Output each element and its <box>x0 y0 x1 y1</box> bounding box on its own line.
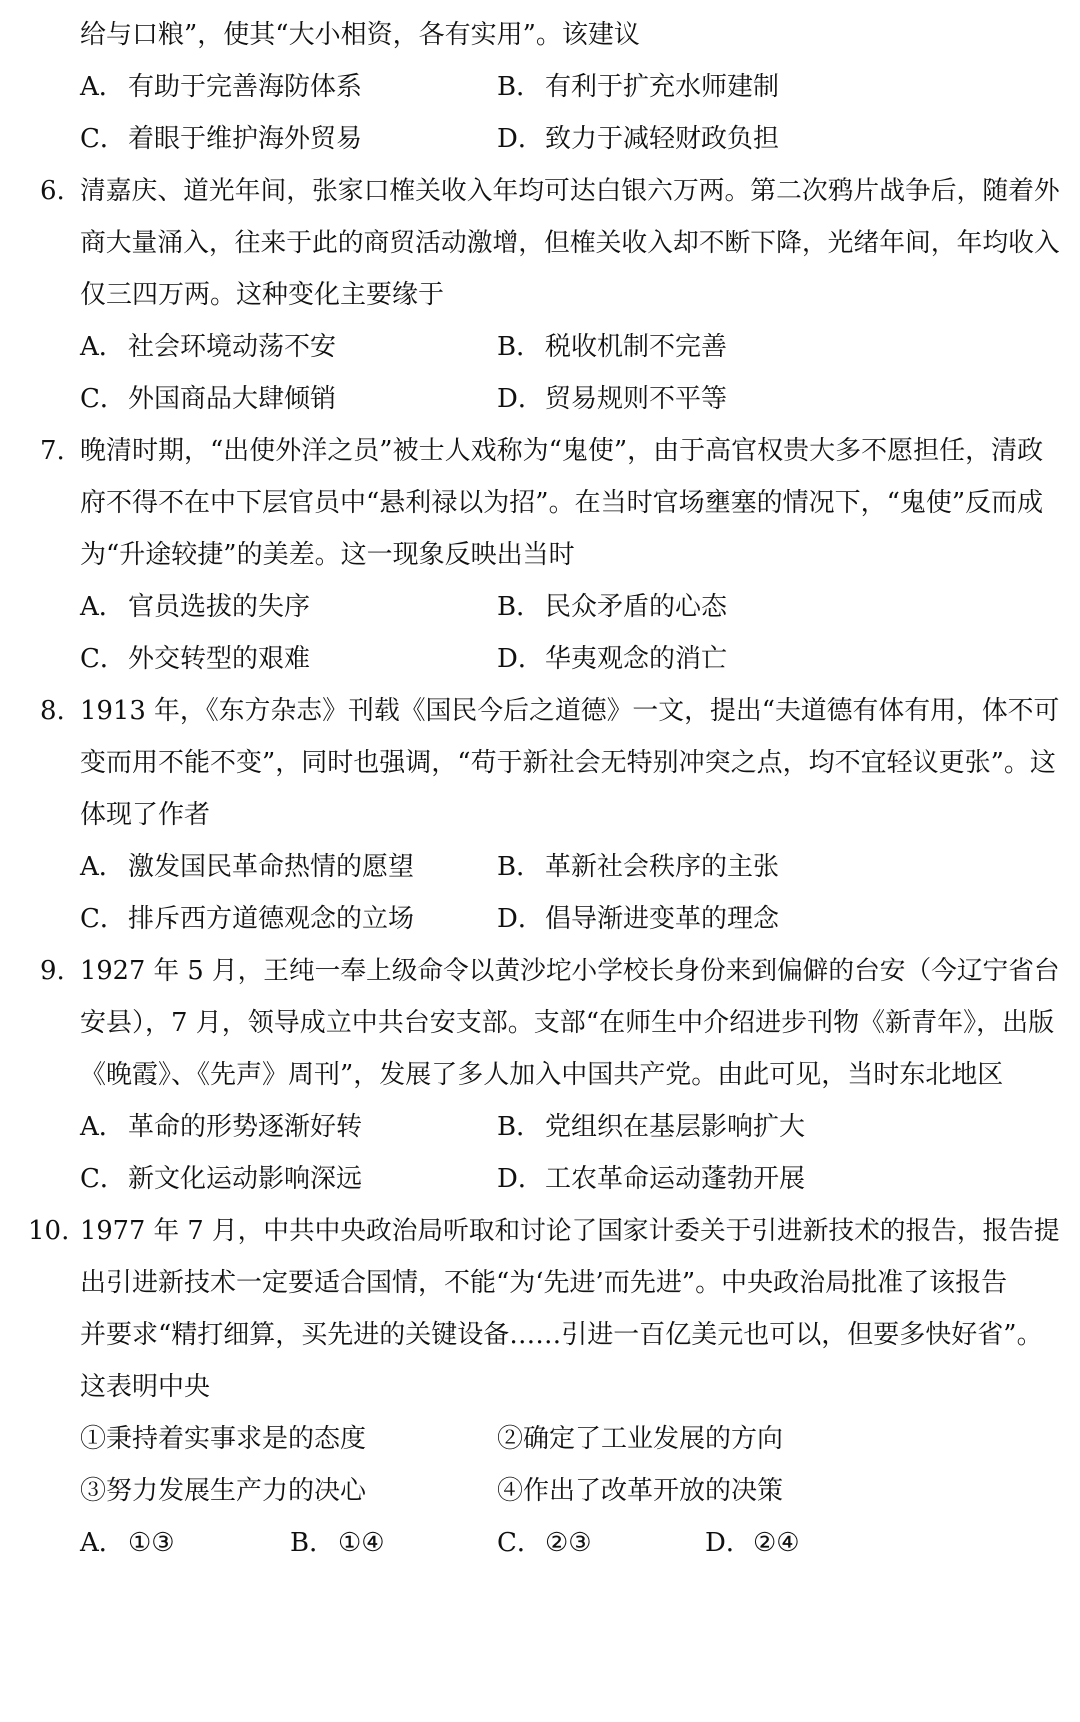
option-letter: B． <box>290 1528 336 1558</box>
option-letter: B． <box>497 1112 543 1142</box>
q9-option-b <box>497 1114 805 1140</box>
option-text: 外交转型的艰难 <box>128 644 311 674</box>
option-letter: A． <box>80 592 125 622</box>
q6-option-d <box>497 386 727 412</box>
q9-option-c <box>80 1166 362 1192</box>
q9-number: 9. <box>40 956 65 986</box>
option-letter: A． <box>80 332 125 362</box>
option-letter: B． <box>497 852 543 882</box>
q6-stem-line: 清嘉庆、道光年间，张家口榷关收入年均可达白银六万两。第二次鸦片战争后，随着外 <box>80 176 1060 206</box>
option-letter: C． <box>497 1528 543 1558</box>
q7-option-a <box>80 594 310 620</box>
q8-number: 8. <box>40 696 65 726</box>
q5-option-a <box>80 74 362 100</box>
q9-option-a <box>80 1114 362 1140</box>
q10-statement-4: ④作出了改革开放的决策 <box>497 1476 784 1506</box>
q7-option-d <box>497 646 727 672</box>
option-text: 倡导渐进变革的理念 <box>545 904 780 934</box>
q7-stem-line: 为“升途较捷”的美差。这一现象反映出当时 <box>80 540 575 570</box>
q8-option-c <box>80 906 414 932</box>
option-letter: A． <box>80 852 125 882</box>
option-text: 税收机制不完善 <box>545 332 728 362</box>
option-letter: C． <box>80 384 126 414</box>
q7-number: 7. <box>40 436 65 466</box>
q8-stem-line: 1913 年，《东方杂志》刊载《国民今后之道德》一文，提出“夫道德有体有用，体不可 <box>80 696 1060 726</box>
option-text: 党组织在基层影响扩大 <box>545 1112 806 1142</box>
q9-stem-line: 1927 年 5 月，王纯一奉上级命令以黄沙坨小学校长身份来到偏僻的台安（今辽宁省台 <box>80 956 1060 986</box>
option-text: ①③ <box>128 1528 175 1558</box>
option-letter: B． <box>497 332 543 362</box>
option-letter: D． <box>497 384 544 414</box>
q6-stem-line: 商大量涌入，往来于此的商贸活动激增，但榷关收入却不断下降，光绪年间，年均收入 <box>80 228 1060 258</box>
q8-stem-line: 体现了作者 <box>80 800 211 830</box>
option-letter: D． <box>497 904 544 934</box>
option-letter: D． <box>497 644 544 674</box>
q7-option-c <box>80 646 310 672</box>
option-text: 社会环境动荡不安 <box>128 332 337 362</box>
option-text: 华夷观念的消亡 <box>545 644 728 674</box>
q10-stem-line: 出引进新技术一定要适合国情，不能“为‘先进’而先进”。中央政治局批准了该报告 <box>80 1268 1008 1298</box>
option-letter: D． <box>497 1164 544 1194</box>
q5-option-b <box>497 74 779 100</box>
option-letter: C． <box>80 1164 126 1194</box>
q8-option-b <box>497 854 779 880</box>
q10-option-a <box>80 1530 175 1556</box>
option-text: 外国商品大肆倾销 <box>128 384 337 414</box>
q10-number: 10. <box>28 1216 70 1246</box>
option-text: 革新社会秩序的主张 <box>545 852 780 882</box>
option-letter: A． <box>80 1528 125 1558</box>
q10-option-c <box>497 1530 592 1556</box>
option-letter: A． <box>80 72 125 102</box>
option-text: 新文化运动影响深远 <box>128 1164 363 1194</box>
q5-option-c <box>80 126 362 152</box>
option-text: 工农革命运动蓬勃开展 <box>545 1164 806 1194</box>
q6-option-b <box>497 334 727 360</box>
q9-stem-line: 《晚霞》、《先声》周刊”，发展了多人加入中国共产党。由此可见，当时东北地区 <box>80 1060 1004 1090</box>
q6-option-c <box>80 386 336 412</box>
q10-stem-line: 这表明中央 <box>80 1372 211 1402</box>
option-letter: C． <box>80 904 126 934</box>
q10-option-d <box>705 1530 800 1556</box>
q10-option-b <box>290 1530 385 1556</box>
option-text: 有助于完善海防体系 <box>128 72 363 102</box>
option-letter: D． <box>705 1528 752 1558</box>
q7-option-b <box>497 594 727 620</box>
q9-option-d <box>497 1166 805 1192</box>
option-text: 贸易规则不平等 <box>545 384 728 414</box>
option-letter: A． <box>80 1112 125 1142</box>
q8-option-a <box>80 854 414 880</box>
q6-stem-line: 仅三四万两。这种变化主要缘于 <box>80 280 445 310</box>
q6-number: 6. <box>40 176 65 206</box>
option-text: ②④ <box>753 1528 800 1558</box>
q9-stem-line: 安县），7 月，领导成立中共台安支部。支部“在师生中介绍进步刊物《新青年》，出版 <box>80 1008 1055 1038</box>
q10-stem-line: 并要求“精打细算，买先进的关键设备……引进一百亿美元也可以，但要多快好省”。 <box>80 1320 1043 1350</box>
option-letter: B． <box>497 72 543 102</box>
option-text: 致力于减轻财政负担 <box>545 124 780 154</box>
q5-option-d <box>497 126 779 152</box>
option-text: ②③ <box>545 1528 592 1558</box>
option-letter: C． <box>80 644 126 674</box>
option-text: 排斥西方道德观念的立场 <box>128 904 415 934</box>
q6-option-a <box>80 334 336 360</box>
q10-statement-3: ③努力发展生产力的决心 <box>80 1476 367 1506</box>
q8-stem-line: 变而用不能不变”，同时也强调，“苟于新社会无特别冲突之点，均不宜轻议更张”。这 <box>80 748 1056 778</box>
option-text: 有利于扩充水师建制 <box>545 72 780 102</box>
q7-stem-line: 府不得不在中下层官员中“悬利禄以为招”。在当时官场壅塞的情况下，“鬼使”反而成 <box>80 488 1044 518</box>
option-text: 着眼于维护海外贸易 <box>128 124 363 154</box>
option-letter: C． <box>80 124 126 154</box>
option-text: ①④ <box>338 1528 385 1558</box>
q10-statement-1: ①秉持着实事求是的态度 <box>80 1424 367 1454</box>
q7-stem-line: 晚清时期，“出使外洋之员”被士人戏称为“鬼使”，由于高官权贵大多不愿担任，清政 <box>80 436 1044 466</box>
option-text: 激发国民革命热情的愿望 <box>128 852 415 882</box>
option-text: 革命的形势逐渐好转 <box>128 1112 363 1142</box>
option-letter: D． <box>497 124 544 154</box>
q8-option-d <box>497 906 779 932</box>
q10-stem-line: 1977 年 7 月，中共中央政治局听取和讨论了国家计委关于引进新技术的报告，报告提 <box>80 1216 1060 1246</box>
option-text: 民众矛盾的心态 <box>545 592 728 622</box>
q5-stem-line: 给与口粮”，使其“大小相资，各有实用”。该建议 <box>80 20 640 50</box>
q10-statement-2: ②确定了工业发展的方向 <box>497 1424 784 1454</box>
option-letter: B． <box>497 592 543 622</box>
option-text: 官员选拔的失序 <box>128 592 311 622</box>
